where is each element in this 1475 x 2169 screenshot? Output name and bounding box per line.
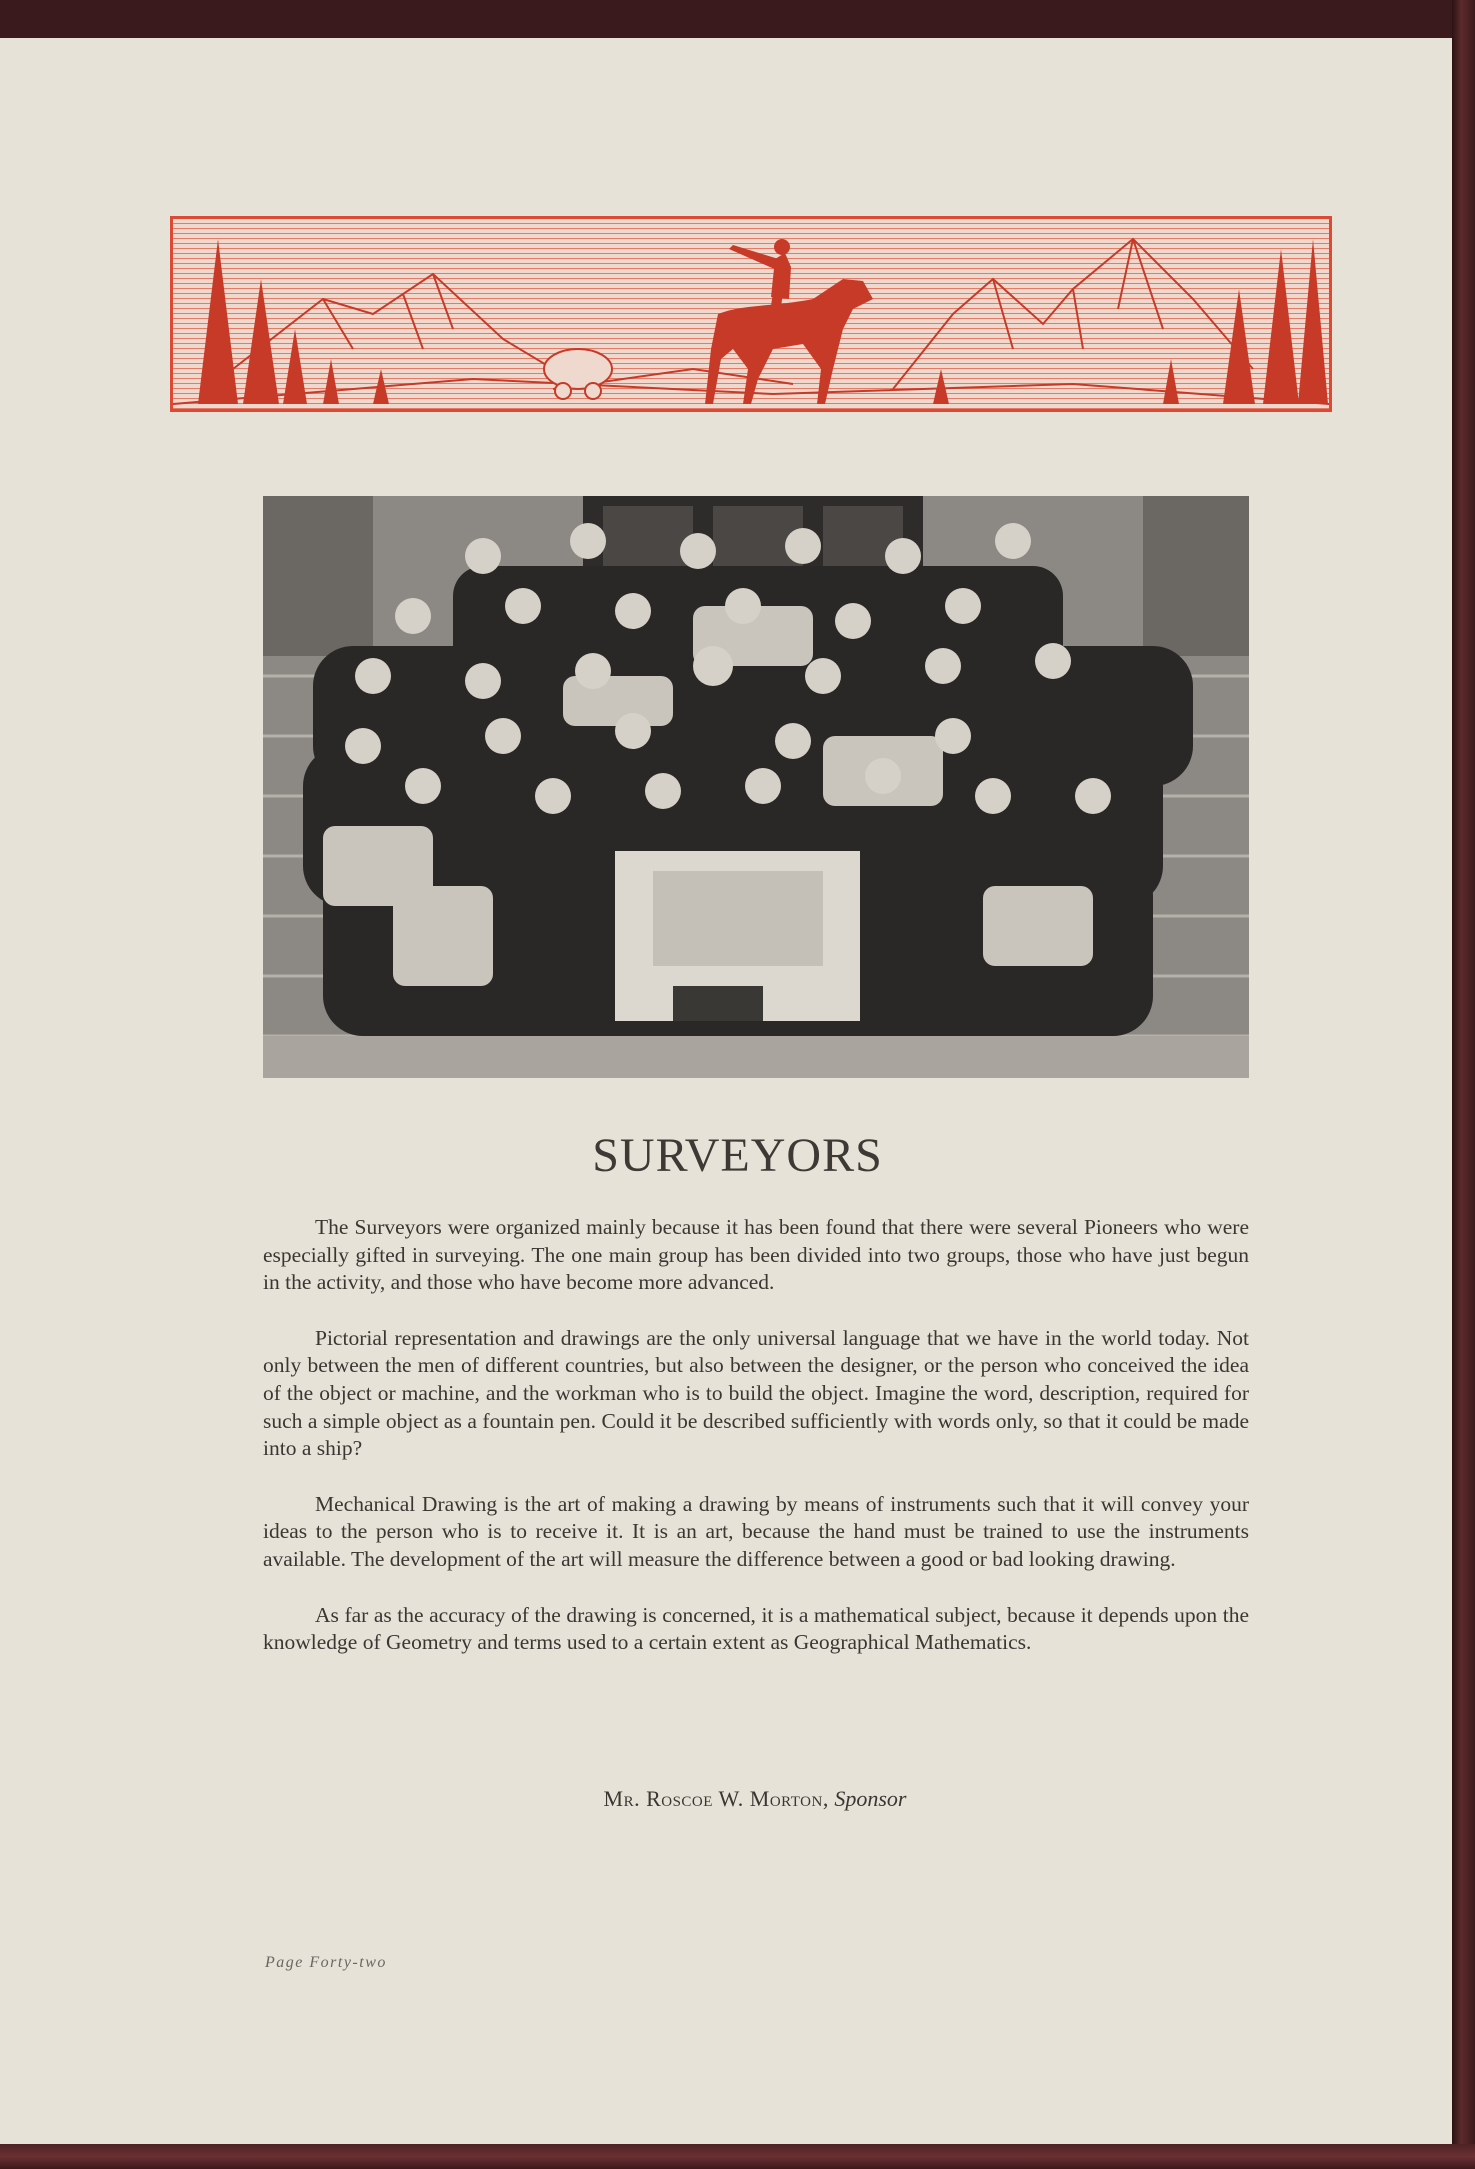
- sponsor-name: Mr. Roscoe W. Morton,: [603, 1786, 829, 1811]
- paragraph: Mechanical Drawing is the art of making a drawing by means of instruments such that it will convey your ideas to the person who is to receive it. It is an art, because the hand must be trained to use the instruments available. The development of the art will measure the difference between a good or bad looking drawing.: [263, 1491, 1249, 1571]
- banner-illustration: [170, 216, 1332, 412]
- page-title: SURVEYORS: [592, 1129, 883, 1182]
- paragraph: Pictorial representation and drawings are the only universal language that we have in the world today. Not only between the men of different countries, but also between the designer, or the person who conceived the idea of the object or machine, and the workman who is to build the object. Imagine the word, description, required for such a simple object as a fountain pen. Could it be described sufficiently with words only, so that it could be made into a ship?: [263, 1325, 1249, 1461]
- sponsor-credit: [0, 1786, 1475, 1812]
- group-photo: [263, 496, 1249, 1078]
- pioneer-horseman-icon: [173, 219, 1329, 409]
- book-spine: [1452, 0, 1475, 2169]
- article-body: [263, 1214, 1249, 1685]
- paragraph: As far as the accuracy of the drawing is concerned, it is a mathematical subject, because it depends upon the knowledge of Geometry and terms used to a certain extent as Geographical Mathematics.: [263, 1602, 1249, 1655]
- book-bottom-edge: [0, 2144, 1475, 2169]
- paragraph: The Surveyors were organized mainly because it has been found that there were several Pioneers who were especially gifted in surveying. The one main group has been divided into two groups, those who have just begun in the activity, and those who have become more advanced.: [263, 1215, 1249, 1295]
- page-number: Page Forty-two: [265, 1954, 387, 1971]
- sponsor-role: Sponsor: [834, 1786, 907, 1811]
- group-photo-on-steps-icon: [263, 496, 1249, 1078]
